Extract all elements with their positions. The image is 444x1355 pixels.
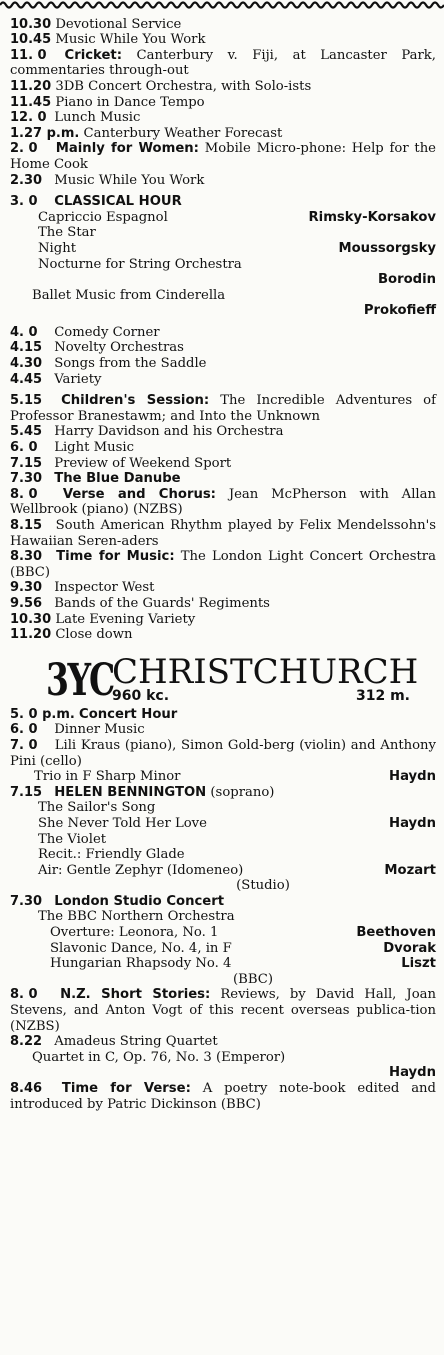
station-call-sign: 3YC [46, 654, 114, 706]
time: 4. 0 [10, 324, 38, 340]
listing-entry [10, 738, 436, 769]
programme-title: Time for Music: [56, 549, 175, 565]
time: 10.45 [10, 32, 52, 48]
time: 6. 0 [10, 722, 38, 738]
time: 1.27 p.m. [10, 125, 80, 141]
listing-entry [10, 95, 436, 111]
programme-title: Concert Hour [79, 706, 178, 722]
listing-entry [10, 627, 436, 643]
programme-text: Reviews, by David Hall, Joan Stevens, and Anton Vogt of this recent overseas publica-tion (NZBS) [10, 987, 436, 1034]
programme-text: Light Music [54, 440, 134, 456]
work-row [10, 769, 436, 785]
work-row [10, 832, 436, 848]
work-row [10, 847, 436, 863]
listing-entry [10, 17, 436, 33]
time: 7.15 [10, 455, 43, 471]
programme-text: (soprano) [210, 784, 275, 800]
performer: The BBC Northern Orchestra [38, 909, 235, 925]
work-title: Capriccio Espagnol [38, 209, 168, 225]
programme-title: Verse and Chorus: [62, 486, 216, 502]
work-row [10, 288, 436, 304]
listing-entry [10, 987, 436, 1034]
listing-entry [10, 325, 436, 341]
programme-text: Lili Kraus (piano), Simon Gold-berg (violin) and Anthony Pini (cello) [10, 737, 436, 769]
programme-text: Canterbury Weather Forecast [83, 125, 283, 141]
composer: Rimsky-Korsakov [308, 209, 436, 225]
programme-text: Jean McPherson with Allan Wellbrook (piano) (NZBS) [10, 486, 436, 518]
programme-text: Mobile Micro-phone: Help for the Home Cook [10, 141, 436, 172]
programme-text: The London Light Concert Orchestra (BBC) [10, 549, 436, 580]
station-header [10, 643, 436, 707]
time: 4.30 [10, 356, 43, 372]
time: 9.30 [10, 580, 43, 596]
listing-entry [10, 894, 436, 910]
time: 5. 0 p.m. [10, 706, 75, 722]
composer: Prokofieff [363, 303, 436, 319]
listing-entry [10, 612, 436, 628]
composer: Haydn [389, 815, 436, 831]
section-heading: CLASSICAL HOUR [54, 194, 182, 210]
composer: Dvorak [383, 940, 436, 956]
afternoon-listings [10, 325, 436, 643]
programme-title: HELEN BENNINGTON [54, 784, 207, 800]
work-row [10, 272, 436, 288]
programme-text: Close down [55, 627, 133, 643]
time: 8.46 [10, 1081, 43, 1096]
work-title: Trio in F Sharp Minor [34, 769, 181, 785]
listing-entry [10, 79, 436, 95]
work-title: Recit.: Friendly Glade [38, 847, 185, 863]
time: 2.30 [10, 172, 43, 188]
programme-text: Music While You Work [54, 172, 205, 188]
time: 2. 0 [10, 141, 38, 157]
work-row [10, 241, 436, 257]
listing-entry [10, 141, 436, 172]
time: 9.56 [10, 595, 43, 611]
time: 8.30 [10, 549, 43, 565]
work-title: The Violet [38, 831, 107, 847]
station-city: CHRISTCHURCH [112, 651, 419, 692]
composer: Moussorgsky [338, 240, 436, 256]
programme-text: The Incredible Adventures of Professor Branestawm; and Into the Unknown [10, 393, 436, 424]
composer: Borodin [377, 272, 436, 288]
listing-entry [10, 785, 436, 801]
programme-text: Dinner Music [54, 722, 145, 738]
listing-entry [10, 173, 436, 189]
listing-entry [10, 356, 436, 372]
listing-entry [10, 48, 436, 79]
time: 11.45 [10, 94, 52, 110]
morning-listings [10, 17, 436, 189]
credit: (Studio) [236, 878, 290, 894]
time: 4.45 [10, 371, 43, 387]
programme-text: Comedy Corner [54, 324, 160, 340]
credit: (BBC) [232, 971, 273, 987]
work-row [10, 816, 436, 832]
listing-entry [10, 424, 436, 440]
time: 10.30 [10, 611, 52, 627]
work-title: Hungarian Rhapsody No. 4 [50, 956, 232, 972]
composer: Liszt [401, 956, 436, 972]
time: 7. 0 [10, 737, 38, 753]
work-row [10, 800, 436, 816]
work-title: Quartet in C, Op. 76, No. 3 (Emperor) [32, 1049, 286, 1065]
station-wavelength: 312 m. [355, 687, 410, 704]
work-row [10, 303, 436, 319]
listing-entry [10, 580, 436, 596]
time: 5.45 [10, 424, 43, 440]
programme-text: Songs from the Saddle [54, 356, 207, 372]
time: 3. 0 [10, 194, 38, 210]
listing-entry [10, 1034, 436, 1050]
programme-text: Devotional Service [55, 16, 182, 32]
work-title: Slavonic Dance, No. 4, in F [50, 940, 232, 956]
listing-entry [10, 487, 436, 518]
time: 12. 0 [10, 110, 47, 126]
programme-text: Canterbury v. Fiji, at Lancaster Park, commentaries through-out [10, 47, 436, 79]
programme-text: Inspector West [54, 580, 155, 596]
composer: Beethoven [356, 925, 436, 941]
work-title: Nocturne for String Orchestra [38, 256, 242, 272]
listing-entry [10, 1081, 436, 1112]
listing-entry [10, 393, 436, 424]
programme-text: Preview of Weekend Sport [54, 455, 232, 471]
programme-title: London Studio Concert [54, 893, 225, 909]
programme-text: Lunch Music [54, 110, 141, 126]
time: 10.30 [10, 16, 52, 32]
listing-entry [10, 110, 436, 126]
programme-text: Harry Davidson and his Orchestra [54, 424, 284, 440]
work-title: Ballet Music from Cinderella [32, 287, 226, 303]
wavy-border [0, 0, 444, 10]
time: 11.20 [10, 627, 52, 643]
work-row [10, 863, 436, 879]
time: 8. 0 [10, 987, 38, 1003]
listing-entry [10, 549, 436, 580]
listing-entry [10, 372, 436, 388]
work-row [10, 257, 436, 273]
programme-text: Variety [54, 371, 102, 387]
listing-entry [10, 471, 436, 487]
time: 7.15 [10, 784, 43, 800]
work-title: Night [38, 240, 76, 256]
listing-entry [10, 596, 436, 612]
work-row [10, 210, 436, 226]
programme-text: Late Evening Variety [55, 611, 196, 627]
classical-hour [10, 194, 436, 319]
programme-text: Piano in Dance Tempo [55, 94, 205, 110]
programme-title: Mainly for Women: [55, 141, 199, 157]
station-frequency: 960 kc. [112, 687, 170, 704]
programme-title: Cricket: [64, 47, 122, 63]
work-title: The Star [38, 225, 96, 241]
composer: Mozart [384, 862, 436, 878]
programme-column [0, 17, 444, 1113]
listing-entry [10, 518, 436, 549]
listing-entry [10, 722, 436, 738]
time: 11. 0 [10, 47, 47, 63]
programme-title: N.Z. Short Stories: [60, 987, 211, 1003]
programme-text: A poetry note-book edited and introduced by Patric Dickinson (BBC) [10, 1081, 436, 1112]
composer: Haydn [389, 1065, 436, 1081]
listing-entry [10, 707, 436, 723]
listing-entry [10, 126, 436, 142]
time: 7.30 [10, 471, 43, 487]
listing-entry [10, 32, 436, 48]
evening-listings [10, 707, 436, 1112]
programme-text: Novelty Orchestras [54, 340, 184, 356]
programme-title: The Blue Danube [54, 471, 181, 487]
work-title: Air: Gentle Zephyr (Idomeneo) [38, 862, 244, 878]
work-row [10, 225, 436, 241]
programme-title: Children's Session: [61, 393, 210, 409]
programme-text: Bands of the Guards' Regiments [54, 595, 270, 611]
work-row [10, 941, 436, 957]
programme-text: Music While You Work [55, 32, 206, 48]
programme-title: Time for Verse: [61, 1081, 191, 1096]
work-title: Overture: Leonora, No. 1 [50, 925, 219, 941]
work-row [10, 925, 436, 941]
time: 8.22 [10, 1034, 43, 1050]
time: 8. 0 [10, 486, 38, 502]
composer: Haydn [389, 769, 436, 785]
programme-text: South American Rhythm played by Felix Mendelssohn's Hawaiian Seren-aders [10, 518, 436, 549]
time: 11.20 [10, 78, 52, 94]
time: 7.30 [10, 893, 43, 909]
time: 4.15 [10, 340, 43, 356]
listing-entry [10, 440, 436, 456]
work-row [10, 956, 436, 972]
time: 8.15 [10, 518, 43, 533]
time: 6. 0 [10, 440, 38, 456]
programme-text: 3DB Concert Orchestra, with Solo-ists [55, 78, 312, 94]
work-title: The Sailor's Song [38, 800, 156, 816]
work-title: She Never Told Her Love [38, 815, 207, 831]
programme-text: Amadeus String Quartet [54, 1034, 218, 1050]
time: 5.15 [10, 393, 43, 409]
listing-entry [10, 456, 436, 472]
listing-entry [10, 340, 436, 356]
